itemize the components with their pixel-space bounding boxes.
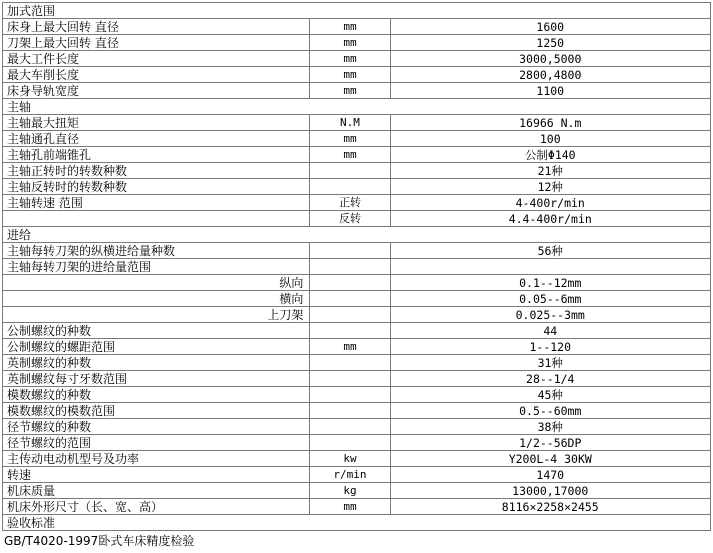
row-unit: mm [310, 131, 390, 147]
row-value: 45种 [390, 387, 710, 403]
row-label: 英制螺纹的种数 [3, 355, 310, 371]
table-row [3, 435, 711, 451]
row-label: 主轴孔前端锥孔 [3, 147, 310, 163]
table-row [3, 451, 711, 467]
row-label: 最大工件长度 [3, 51, 310, 67]
row-label: 主轴转速 范围 [3, 195, 310, 211]
row-unit: N.M [310, 115, 390, 131]
row-value: 31种 [390, 355, 710, 371]
row-label: 公制螺纹的螺距范围 [3, 339, 310, 355]
row-label: 床身导轨宽度 [3, 83, 310, 99]
row-value: 100 [390, 131, 710, 147]
row-value: 13000,17000 [390, 483, 710, 499]
row-unit [310, 291, 390, 307]
table-row [3, 307, 711, 323]
row-label: 刀架上最大回转 直径 [3, 35, 310, 51]
row-unit: 正转 [310, 195, 390, 211]
row-value: 1250 [390, 35, 710, 51]
row-value: 44 [390, 323, 710, 339]
row-value: 21种 [390, 163, 710, 179]
section-header: 验收标准 [3, 515, 711, 531]
row-value: 1/2--56DP [390, 435, 710, 451]
row-label: 径节螺纹的种数 [3, 419, 310, 435]
row-label: 横向 [3, 291, 310, 307]
row-label: 上刀架 [3, 307, 310, 323]
row-unit: mm [310, 35, 390, 51]
row-value: 1--120 [390, 339, 710, 355]
section-header: 进给 [3, 227, 711, 243]
table-row [3, 51, 711, 67]
row-unit: mm [310, 83, 390, 99]
table-row [3, 147, 711, 163]
table-row [3, 403, 711, 419]
row-unit [310, 163, 390, 179]
row-label: 模数螺纹的模数范围 [3, 403, 310, 419]
table-row [3, 419, 711, 435]
table-row [3, 227, 711, 243]
row-value: Y200L-4 30KW [390, 451, 710, 467]
row-unit: mm [310, 499, 390, 515]
row-unit: kg [310, 483, 390, 499]
table-row [3, 211, 711, 227]
row-label: 纵向 [3, 275, 310, 291]
table-row [3, 483, 711, 499]
table-row [3, 131, 711, 147]
row-label: 公制螺纹的种数 [3, 323, 310, 339]
row-value: 56种 [390, 243, 710, 259]
row-unit: 反转 [310, 211, 390, 227]
row-unit [310, 275, 390, 291]
table-row [3, 3, 711, 19]
row-value: 0.05--6mm [390, 291, 710, 307]
row-value [390, 259, 710, 275]
row-value: 0.025--3mm [390, 307, 710, 323]
table-row [3, 371, 711, 387]
table-row [3, 115, 711, 131]
row-value: 3000,5000 [390, 51, 710, 67]
specification-table [2, 2, 711, 531]
row-value: 38种 [390, 419, 710, 435]
row-unit [310, 259, 390, 275]
row-unit [310, 243, 390, 259]
acceptance-standard-note: GB/T4020-1997卧式车床精度检验 [4, 534, 195, 548]
row-label: 径节螺纹的范围 [3, 435, 310, 451]
row-unit: mm [310, 339, 390, 355]
table-row [3, 163, 711, 179]
row-value: 4-400r/min [390, 195, 710, 211]
section-header: 主轴 [3, 99, 711, 115]
row-label: 机床质量 [3, 483, 310, 499]
row-label: 英制螺纹每寸牙数范围 [3, 371, 310, 387]
table-row [3, 355, 711, 371]
table-row [3, 83, 711, 99]
row-label: 转速 [3, 467, 310, 483]
row-unit: mm [310, 147, 390, 163]
row-unit [310, 371, 390, 387]
table-row [3, 291, 711, 307]
row-value: 12种 [390, 179, 710, 195]
table-row [3, 339, 711, 355]
row-value: 0.5--60mm [390, 403, 710, 419]
row-value: 4.4-400r/min [390, 211, 710, 227]
row-unit [310, 355, 390, 371]
row-label: 机床外形尺寸（长、宽、高） [3, 499, 310, 515]
row-label: 最大车削长度 [3, 67, 310, 83]
table-row [3, 179, 711, 195]
row-unit [310, 419, 390, 435]
row-unit [310, 403, 390, 419]
table-row [3, 323, 711, 339]
table-row [3, 515, 711, 531]
row-unit: mm [310, 51, 390, 67]
row-unit [310, 307, 390, 323]
row-unit [310, 179, 390, 195]
table-row [3, 275, 711, 291]
row-label: 模数螺纹的种数 [3, 387, 310, 403]
row-value: 2800,4800 [390, 67, 710, 83]
row-value: 8116×2258×2455 [390, 499, 710, 515]
table-row [3, 259, 711, 275]
table-row [3, 19, 711, 35]
row-label: 主轴每转刀架的进给量范围 [3, 259, 310, 275]
table-row [3, 499, 711, 515]
row-value: 1470 [390, 467, 710, 483]
row-label: 主轴反转时的转数种数 [3, 179, 310, 195]
row-label: 主轴正转时的转数种数 [3, 163, 310, 179]
row-value: 1100 [390, 83, 710, 99]
section-header: 加式范围 [3, 3, 711, 19]
row-label: 主轴通孔直径 [3, 131, 310, 147]
row-unit [310, 323, 390, 339]
row-unit [310, 387, 390, 403]
table-row [3, 99, 711, 115]
table-row [3, 467, 711, 483]
row-unit [310, 435, 390, 451]
row-value: 16966 N.m [390, 115, 710, 131]
row-unit: mm [310, 19, 390, 35]
table-row [3, 195, 711, 211]
row-value: 0.1--12mm [390, 275, 710, 291]
row-label: 床身上最大回转 直径 [3, 19, 310, 35]
row-label: 主轴最大扭矩 [3, 115, 310, 131]
table-row [3, 35, 711, 51]
row-value: 1600 [390, 19, 710, 35]
row-label: 主传动电动机型号及功率 [3, 451, 310, 467]
row-value: 公制Φ140 [390, 147, 710, 163]
row-unit: mm [310, 67, 390, 83]
table-row [3, 243, 711, 259]
specification-table-body [3, 3, 711, 531]
table-row [3, 67, 711, 83]
row-label: 主轴每转刀架的纵横进给量种数 [3, 243, 310, 259]
row-unit: r/min [310, 467, 390, 483]
table-row [3, 387, 711, 403]
row-value: 28--1/4 [390, 371, 710, 387]
row-unit: kw [310, 451, 390, 467]
row-label [3, 211, 310, 227]
